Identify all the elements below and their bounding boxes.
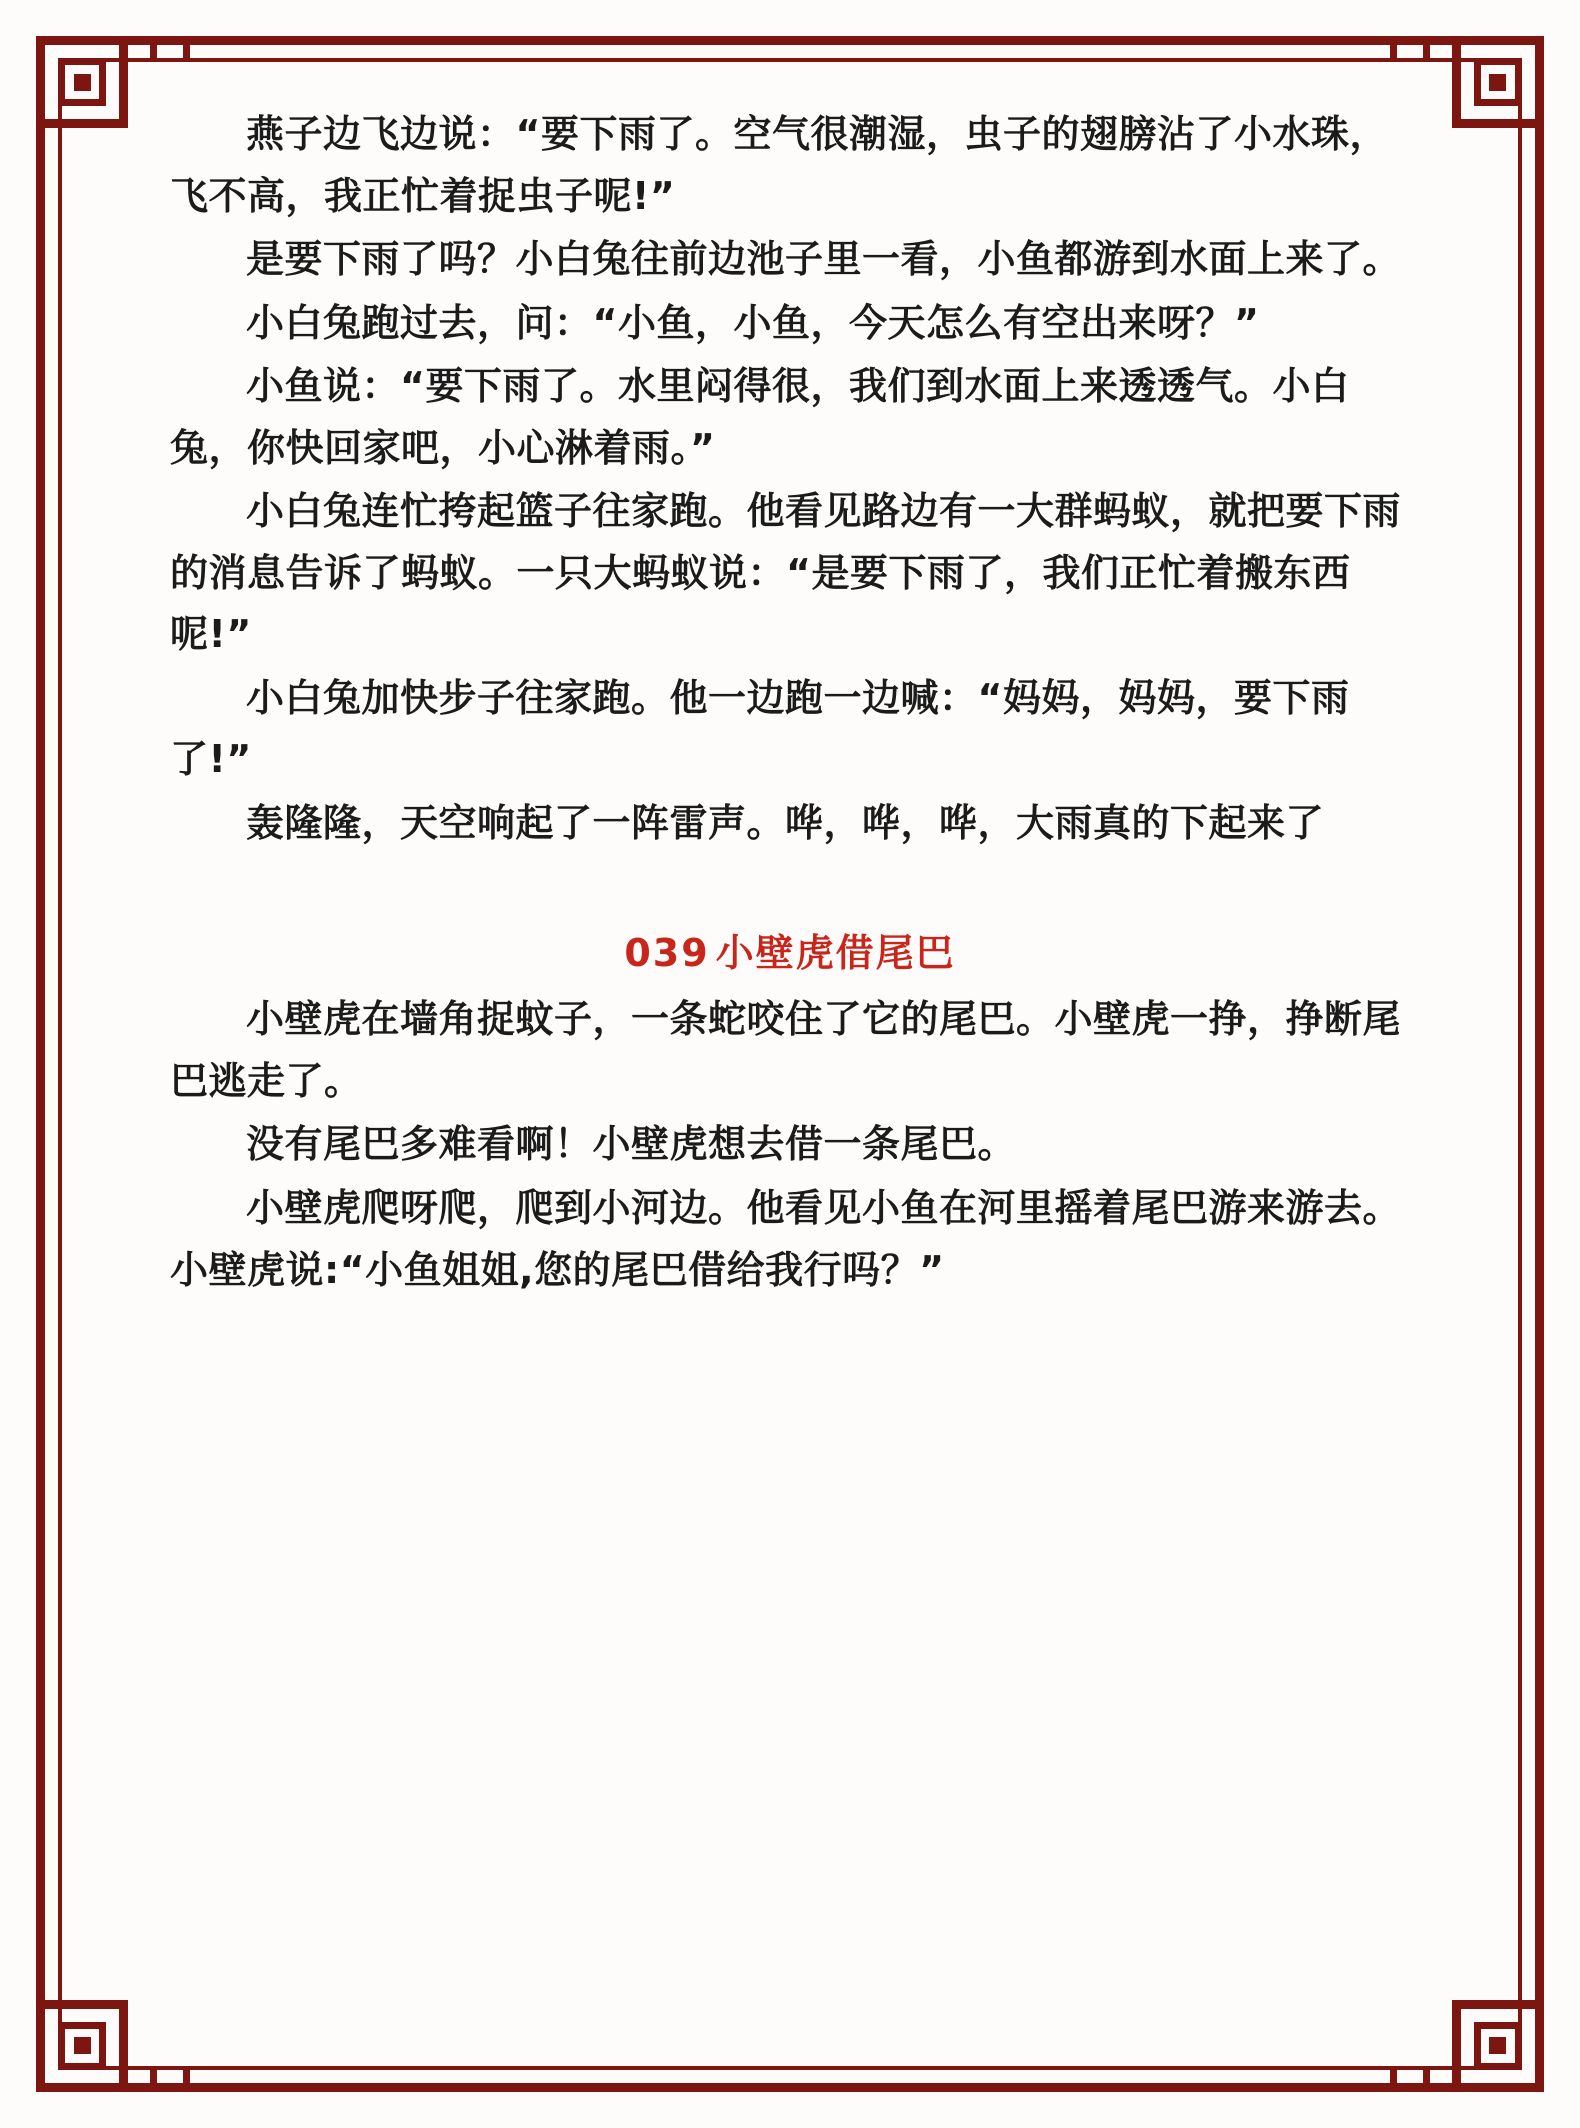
paragraph: 小白兔连忙挎起篮子往家跑。他看见路边有一大群蚂蚁，就把要下雨的消息告诉了蚂蚁。一只大蚂蚁说：“是要下雨了，我们正忙着搬东西呢!” <box>170 489 1402 657</box>
section-number: 039 <box>624 930 710 975</box>
paragraph: 轰隆隆，天空响起了一阵雷声。哗，哗，哗，大雨真的下起来了 <box>246 801 1325 846</box>
paragraph: 燕子边飞边说：“要下雨了。空气很潮湿，虫子的翅膀沾了小水珠，飞不高，我正忙着捉虫子呢!” <box>170 112 1388 218</box>
corner-ornament-top-right <box>1452 36 1544 128</box>
paragraph: 是要下雨了吗？小白兔往前边池子里一看，小鱼都游到水面上来了。 <box>246 237 1402 282</box>
paragraph: 小白兔加快步子往家跑。他一边跑一边喊：“妈妈，妈妈，要下雨了!” <box>170 675 1350 782</box>
paragraph: 小壁虎爬呀爬，爬到小河边。他看见小鱼在河里摇着尾巴游来游去。小壁虎说:“小鱼姐姐,您的尾巴借给我行吗？” <box>170 1186 1402 1292</box>
corner-ornament-top-left <box>36 36 128 128</box>
edge-ornament-top-right <box>1390 36 1430 62</box>
section-title-text: 小壁虎借尾巴 <box>715 930 956 975</box>
section-spacer <box>170 857 1410 923</box>
document-body <box>170 104 1410 2008</box>
corner-ornament-bottom-left <box>36 2000 128 2092</box>
section-heading <box>170 923 1410 984</box>
paragraph: 小壁虎在墙角捉蚊子，一条蛇咬住了它的尾巴。小壁虎一挣，挣断尾巴逃走了。 <box>170 997 1402 1103</box>
paragraph: 没有尾巴多难看啊！小壁虎想去借一条尾巴。 <box>246 1122 1017 1167</box>
paragraph: 小鱼说：“要下雨了。水里闷得很，我们到水面上来透透气。小白兔，你快回家吧，小心淋着雨。” <box>170 364 1350 470</box>
edge-ornament-bottom-left <box>150 2066 190 2092</box>
edge-ornament-top-left <box>150 36 190 62</box>
edge-ornament-bottom-right <box>1390 2066 1430 2092</box>
corner-ornament-bottom-right <box>1452 2000 1544 2092</box>
paragraph: 小白兔跑过去，问：“小鱼，小鱼，今天怎么有空出来呀？” <box>246 300 1260 345</box>
